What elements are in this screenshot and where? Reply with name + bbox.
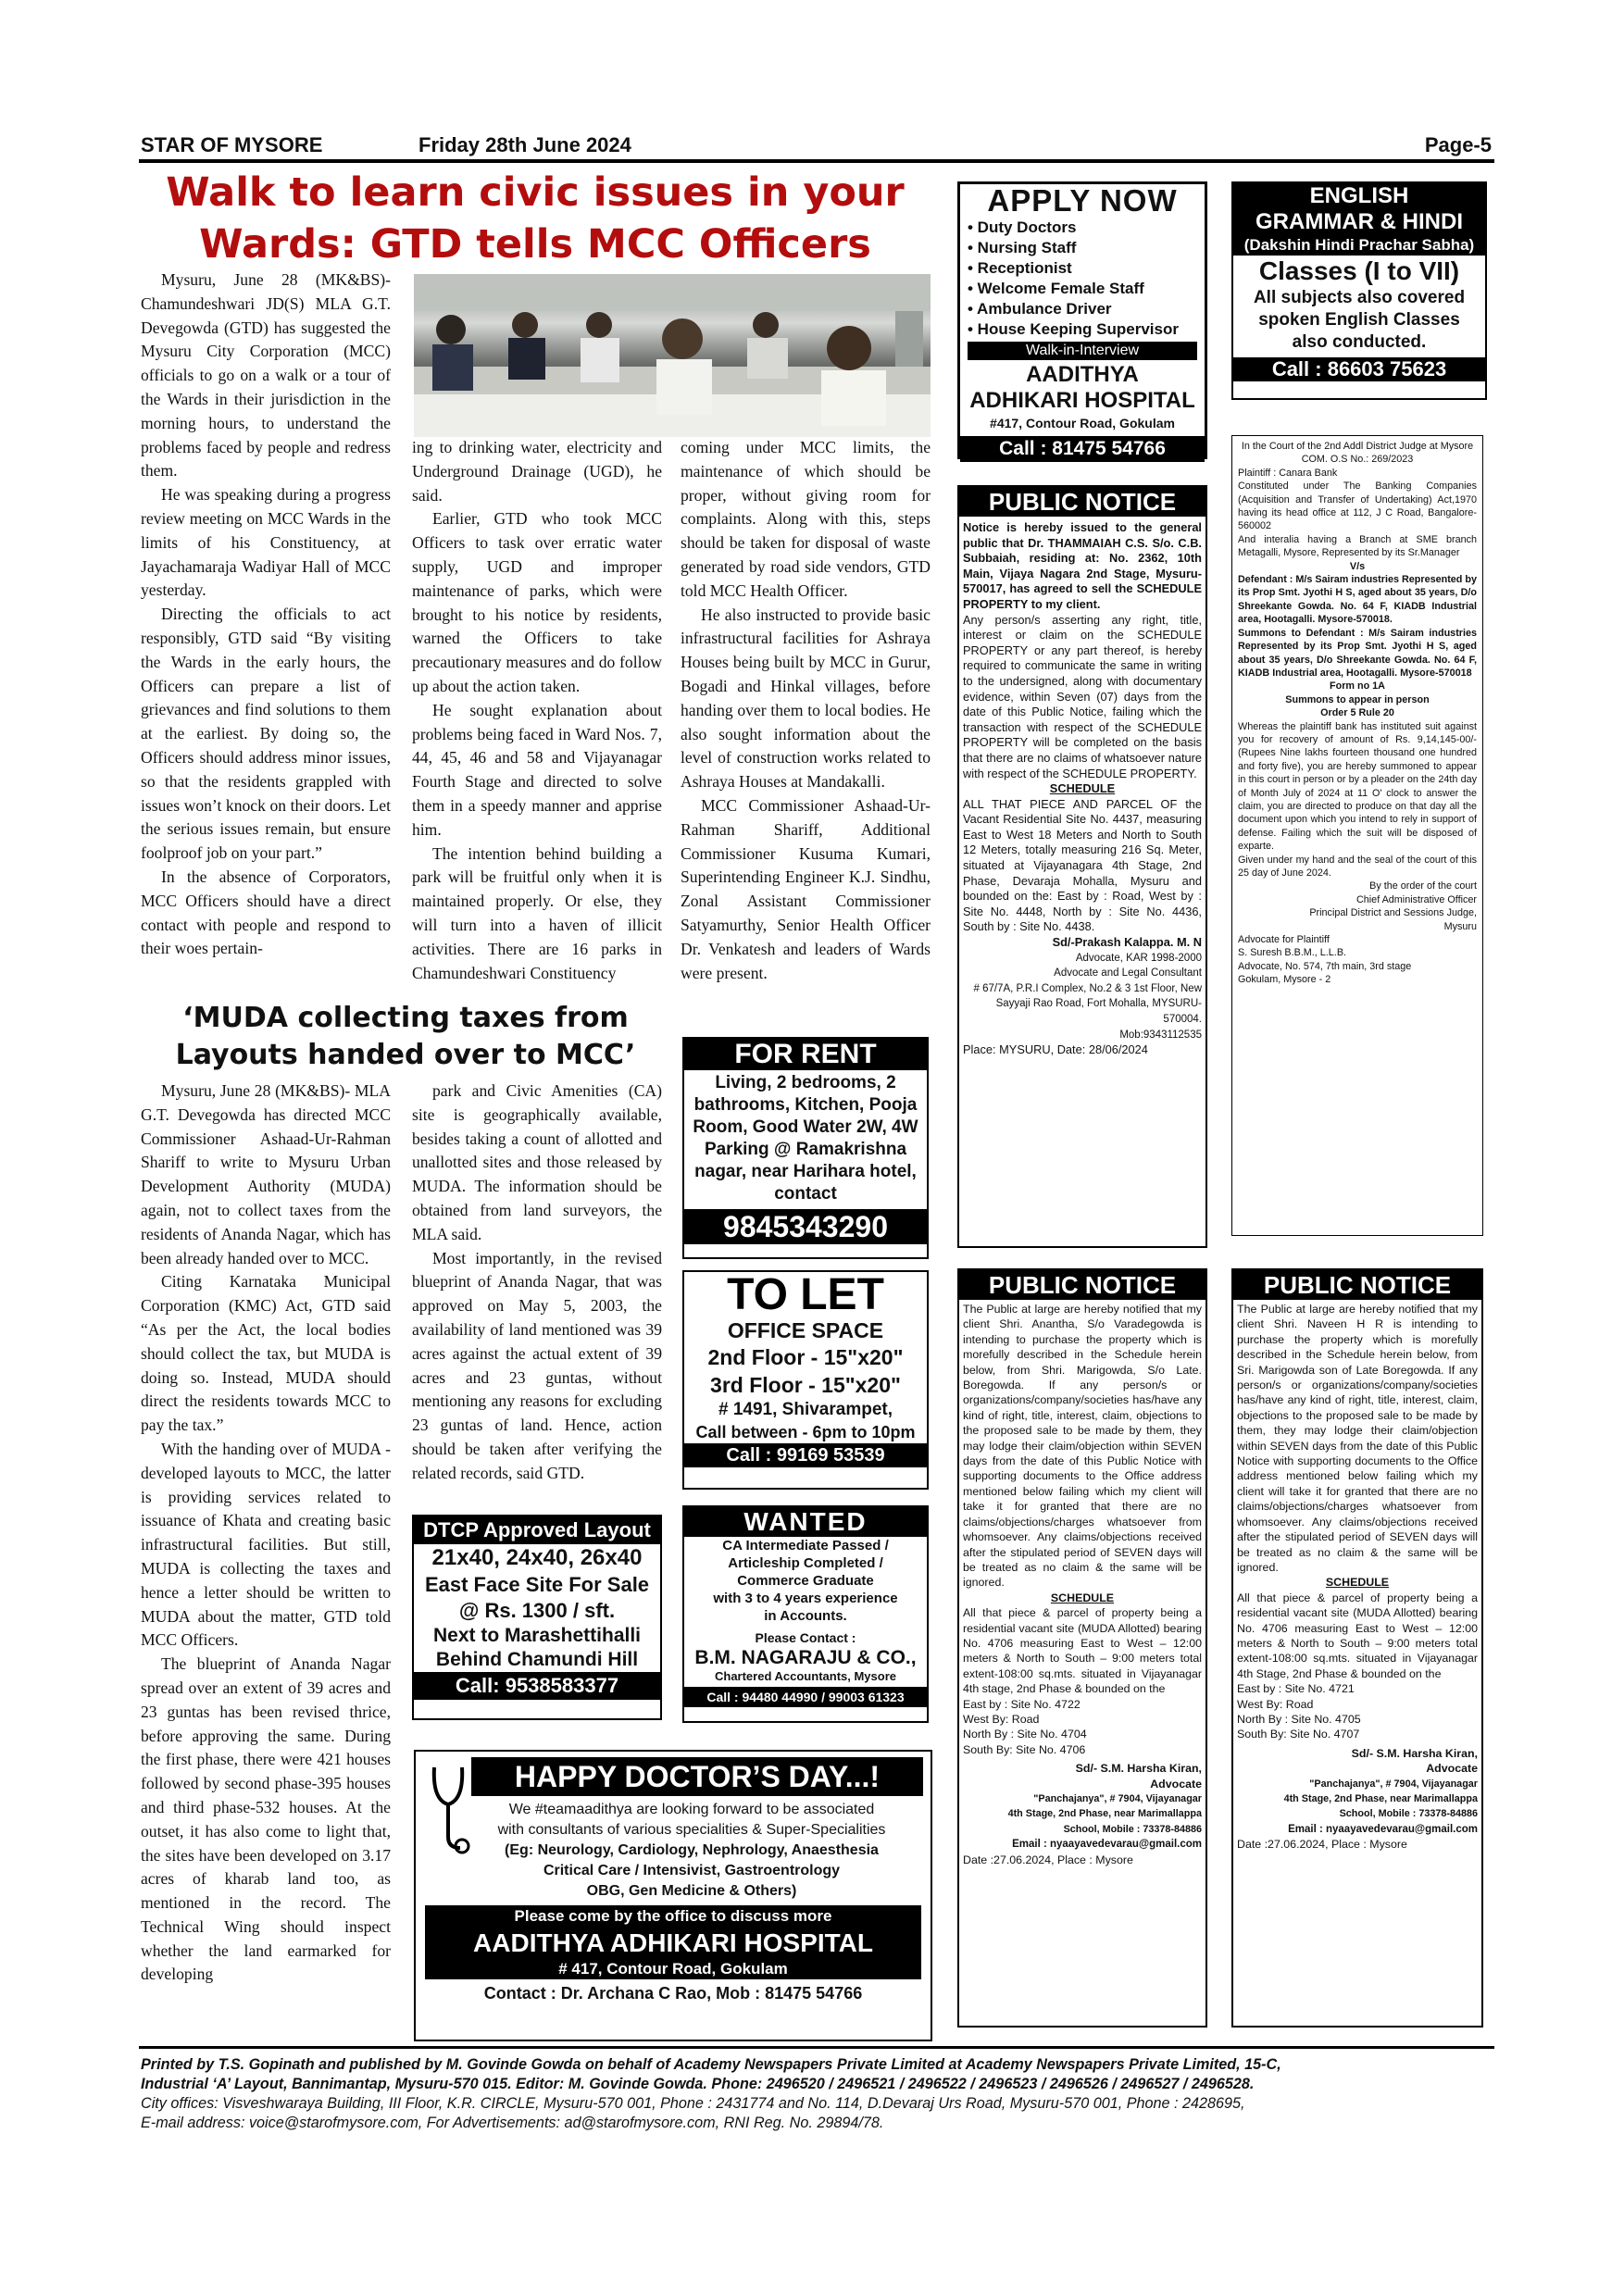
pn2-sign: Sd/- S.M. Harsha Kiran, <box>1075 1762 1202 1776</box>
tolet-l4: # 1491, Shivarampet, <box>718 1400 893 1419</box>
court-line: Whereas the plaintiff bank has instituted suit against you for recovery of amount of Rs. 9,14,145-00/- (Rupees Nine lakhs fourteen thousand one hundred and forty five), you are hereby summoned to appear in this court in person or by a pleader on the 24th day of Month July of 2024 at 11 O' clock to answer the claim, you are directed to produce on that day all the document upon which you intend to rely in support of defense. Failing which the suit will be disposed of exparte. <box>1238 720 1477 853</box>
imprint-line3: City offices: Visveshwaraya Building, III Floor, K.R. CIRCLE, Mysuru-570 001, Phone : 2431774 and No. 114, D.Devaraj Urs Road, Mysuru-570 001, Phone : 2428695, <box>141 2095 1245 2112</box>
story1-headline-line2: Wards: GTD tells MCC Officers <box>199 221 871 268</box>
court-line: Mysuru <box>1443 920 1477 932</box>
wanted-call: Call : 94480 44990 / 99003 61323 <box>684 1687 927 1707</box>
story1-paragraph: He also instructed to provide basic infrastructural facilities for Ashraya Houses being built by MCC in Gurur, Bogadi and Hinkal villages, before handing over them to local bodies. He also sought information about the level of construction works related to Ashraya Houses at Mandakalli. <box>681 605 931 792</box>
public-notice-3 <box>1231 1268 1483 2028</box>
story1-paragraph: coming under MCC limits, the maintenance of which should be proper, without giving room for complaints. Along with this, steps should be taken for disposal of waste generated by road side vendors, GTD told MCC Health Officer. <box>681 438 931 600</box>
story1-paragraph: Mysuru, June 28 (MK&BS)- Chamundeshwari JD(S) MLA G.T. Devegowda (GTD) has suggested the Mysuru City Corporation (MCC) officials to go on a walk or a tour of the Wards in their jurisdiction in the morning hours, to understand the problems faced by people and redress them. <box>141 270 391 480</box>
apply-hospital-line1: AADITHYA <box>1026 362 1139 387</box>
court-line: V/s <box>1349 560 1366 572</box>
apply-item: • House Keeping Supervisor <box>968 320 1179 338</box>
pn3-bound: South By: Site No. 4707 <box>1237 1728 1360 1741</box>
pn3-schedule: SCHEDULE <box>1325 1576 1390 1590</box>
pn2-bound: South By: Site No. 4706 <box>963 1742 1086 1756</box>
story1-paragraph: He was speaking during a progress review meeting on MCC Wards in the limits of his Constituency, at Jayachamaraja Wadiyar Hall of MCC yesterday. <box>141 485 391 600</box>
story1-paragraph: He sought explanation about problems being faced in Ward Nos. 7, 44, 45, 46 and 58 and Vijayanagar Fourth Stage and directed to solve them in a speedy manner and apprise him. <box>412 700 662 839</box>
dtcp-l1: 21x40, 24x40, 26x40 <box>431 1545 643 1570</box>
english-line6: spoken English Classes <box>1258 310 1460 330</box>
pn3-bound: East by : Site No. 4721 <box>1237 1682 1355 1696</box>
wanted-l7: B.M. NAGARAJU & CO., <box>694 1647 917 1668</box>
doctor-l6: Please come by the office to discuss more <box>425 1905 921 1928</box>
court-line: Principal District and Sessions Judge, <box>1309 907 1477 919</box>
story1-column-3 <box>681 436 931 985</box>
english-line1: ENGLISH <box>1233 183 1485 209</box>
pn1-schedule: SCHEDULE <box>1049 781 1116 796</box>
english-line3: (Dakshin Hindi Prachar Sabha) <box>1233 235 1485 256</box>
pn3-place: Date :27.06.2024, Place : Mysore <box>1237 1838 1407 1852</box>
doctor-title: HAPPY DOCTOR’S DAY...! <box>471 1757 923 1796</box>
wanted-title: WANTED <box>684 1507 927 1537</box>
doctor-l4: Critical Care / Intensivist, Gastroentrology <box>543 1863 841 1878</box>
story1-photo <box>414 274 931 437</box>
court-line: Advocate, No. 574, 7th main, 3rd stage <box>1238 960 1412 972</box>
tolet-l1: OFFICE SPACE <box>727 1318 884 1342</box>
wanted-l4: with 3 to 4 years experience <box>713 1591 898 1606</box>
pn3-sign: Advocate <box>1426 1762 1478 1776</box>
pn3-sign: Email : nyaayavedevarau@gmail.com <box>1288 1823 1478 1835</box>
court-line: COM. O.S No.: 269/2023 <box>1301 454 1414 466</box>
court-line: Constituted under The Banking Companies (Acquisition and Transfer of Undertaking) Act,1970 having its head office at 112, J C Road, Bangalore-560002 <box>1238 480 1477 532</box>
wanted-l1: CA Intermediate Passed / <box>722 1538 889 1554</box>
rent-body: Living, 2 bedrooms, 2 bathrooms, Kitchen, Pooja Room, Good Water 2W, 4W Parking @ Ramakrishna nagar, near Harihara hotel, contact <box>693 1073 918 1204</box>
doctor-l3: (Eg: Neurology, Cardiology, Nephrology, Anaesthesia <box>505 1842 879 1858</box>
pn3-title: PUBLIC NOTICE <box>1233 1270 1481 1300</box>
story1-column-2 <box>412 436 662 985</box>
pn1-title: PUBLIC NOTICE <box>959 487 1206 517</box>
dtcp-l2: East Face Site For Sale <box>424 1573 650 1596</box>
story1-paragraph: Earlier, GTD who took MCC Officers to task over erratic water supply, UGD and improper maintenance of parks, which were brought to his notice by residents, warned the Officers to take precautionary measures and do follow up about the action taken. <box>412 509 662 695</box>
doctor-l1: We #teamaadithya are looking forward to be associated <box>508 1802 875 1817</box>
apply-now-title: APPLY NOW <box>987 183 1178 218</box>
story2-headline-line2: Layouts handed over to MCC’ <box>175 1039 636 1071</box>
tolet-title: TO LET <box>727 1270 884 1319</box>
story1-headline <box>137 167 933 270</box>
meeting-photo-illustration <box>414 274 931 437</box>
pn3-bound: North By : Site No. 4705 <box>1237 1712 1361 1726</box>
tolet-l3: 3rd Floor - 15"x20" <box>710 1373 901 1397</box>
court-line: Chief Administrative Officer <box>1355 893 1477 905</box>
rent-phone: 9845343290 <box>684 1209 927 1244</box>
apply-address: #417, Contour Road, Gokulam <box>990 416 1175 430</box>
dtcp-l3: @ Rs. 1300 / sft. <box>458 1599 616 1622</box>
court-line: Defendant : M/s Sairam industries Represented by its Prop Smt. Jyothi H S, aged about 35 years, D/o Shreekante Gowda. No. 64 F, KIADB Industrial area, Hootagalli. Mysore-570018. <box>1238 574 1477 626</box>
apply-item: • Ambulance Driver <box>968 300 1112 318</box>
pn1-sign: # 67/7A, P.R.I Complex, No.2 & 3 1st Floor, New Sayyaji Rao Road, Fort Mohalla, MYSURU-570004. <box>973 982 1202 1025</box>
story2-paragraph: The blueprint of Ananda Nagar spread over an extent of 39 acres and 23 guntas has been revised thrice, before approving the same. During the first phase, there were 421 houses followed by second phase-395 houses and third phase-532 houses. At the outset, it has also come to light that, the sites have been developed on 3.17 acres of kharab land too, as mentioned in the record. The Technical Wing should inspect whether the land earmarked for developing <box>141 1654 391 1984</box>
court-line: Advocate for Plaintiff <box>1238 934 1330 946</box>
pn2-body2: All that piece & parcel of property being a residential vacant site (MUDA Allotted) bearing No. 4706 measuring East to West – 12:00 meters & North to South – 9:00 meters total extent-108:00 sq.mts. situated in Vijayanagar 4th stage, 2nd Phase & bounded on the <box>963 1606 1202 1696</box>
story1-paragraph: MCC Commissioner Ashaad-Ur-Rahman Shariff, Additional Commissioner Kusuma Kumari, Superintending Engineer K.J. Sindhu, Zonal Assistant Commissioner Satyamurthy, Senior Health Officer Dr. Venkatesh and leaders of Wards were present. <box>681 795 931 982</box>
story1-paragraph: Directing the officials to act responsibly, GTD said “By visiting the Wards in the early hours, the Officers can prepare a list of grievances and find solutions to them at the earliest. By doing so, the Officers should address minor issues, so that the residents grappled with issues won’t knock on their doors. Let the serious issues remain, but ensure foolproof job on your part.” <box>141 605 391 863</box>
court-line: In the Court of the 2nd Addl District Judge at Mysore <box>1241 441 1474 452</box>
pn2-sign: Email : nyaayavedevarau@gmail.com <box>1012 1839 1202 1851</box>
story2-paragraph: Most importantly, in the revised blueprint of Ananda Nagar, that was approved on May 5, 2003, the availability of land mentioned was 39 acres against the actual extent of 39 acres and 23 guntas, without mentioning any reasons for excluding 23 guntas of land. Hence, action should be taken after verifying the related records, said GTD. <box>412 1248 662 1482</box>
apply-item: • Duty Doctors <box>968 218 1077 236</box>
apply-hospital-line2: ADHIKARI HOSPITAL <box>969 388 1195 413</box>
court-line: Summons to appear in person <box>1285 693 1430 705</box>
court-line: Gokulam, Mysore - 2 <box>1238 974 1331 986</box>
pn3-bound: West By: Road <box>1237 1697 1314 1711</box>
public-notice-1 <box>957 485 1207 1248</box>
header-rule <box>139 159 1494 163</box>
english-line5: All subjects also covered <box>1253 288 1466 307</box>
pn1-body: Notice is hereby issued to the general public that Dr. THAMMAIAH C.S. S/o. C.B. Subbaiah, residing at: No. 2362, 10th Main, Vijaya Nagara 2nd Stage, Mysuru-570017, has agreed to sell the SCHEDULE PROPERTY to my client. <box>963 520 1202 611</box>
pn1-sign: Sd/-Prakash Kalappa. M. N <box>1052 935 1202 950</box>
pn3-sign: School, Mobile : 73378-84886 <box>1339 1808 1478 1820</box>
footer-rule <box>139 2046 1494 2049</box>
pn1-sign: Advocate, KAR 1998-2000 <box>1075 952 1202 964</box>
pn2-body: The Public at large are hereby notified that my client Shri. Anantha, S/o Varadegowda is intending to purchase the property which is morefully described in the Schedule herein below, from Shri. Marigowda, S/o Late. Boregowda. If any person/s or organizations/company/societies has/have any kind of right, title, interest, claim, objections to the proposed sale to be made by them, they may lodge their claim/objection within SEVEN days from the date of this Public Notice with supporting documents to the Office address mentioned below failing which my client will take it for granted that there are no claims/objections/charges whatsoever from whomsoever. Any claims/objections received after the stipulated period of SEVEN days will be treated as no claim & the same will be ignored. <box>963 1303 1202 1590</box>
walk-in-label: Walk-in-Interview <box>968 342 1197 360</box>
english-call: Call : 86603 75623 <box>1233 357 1485 381</box>
court-line: Given under my hand and the seal of the court of this 25 day of June 2024. <box>1238 854 1477 879</box>
masthead-paper: STAR OF MYSORE <box>141 133 323 156</box>
apply-item: • Nursing Staff <box>968 239 1077 256</box>
story2-paragraph: Mysuru, June 28 (MK&BS)- MLA G.T. Devegowda has directed MCC Commissioner Ashaad-Ur-Rahman Shariff to write to Mysuru Urban Development Authority (MUDA) again, not to collect taxes from the residents of Ananda Nagar, which has been already handed over to MCC. <box>141 1081 391 1267</box>
pn1-body3: ALL THAT PIECE AND PARCEL OF the Vacant Residential Site No. 4437, measuring East to West 18 Meters and North to South 12 Meters, totally measuring 216 Sq. Meter, situated at Vijayanagara 4th Stage, 2nd Phase, Devaraja Mohalla, Mysuru and bounded on the: East by : Road, West by : Site No. 4448, North by : Site No. 4436, South by : Site No. 4438. <box>963 796 1202 934</box>
court-line: Form no 1A <box>1330 680 1385 693</box>
pn3-sign: "Panchajanya", # 7904, Vijayanagar <box>1309 1778 1478 1790</box>
story2-headline <box>137 1000 674 1074</box>
pn3-body2: All that piece & parcel of property being a residential vacant site (MUDA Allotted) bearing No. 4706 measuring East to West – 12:00 meters & North to South – 9:00 meters total extent-108:00 sq.mts. situated in Vijayanagar 4th Stage, 2nd Phase & bounded on the <box>1237 1591 1478 1680</box>
apply-now-ad <box>957 181 1207 459</box>
tolet-l5: Call between - 6pm to 10pm <box>695 1423 916 1441</box>
pn2-schedule: SCHEDULE <box>1050 1591 1115 1604</box>
pn2-sign: 4th Stage, 2nd Phase, near Marimallappa <box>1007 1808 1202 1820</box>
story2-headline-line1: ‘MUDA collecting taxes from <box>182 1002 629 1034</box>
story2-paragraph: park and Civic Amenities (CA) site is geographically available, besides taking a count of allotted and unallotted sites and those released by MUDA. The information should be obtained from land surveyors, the MLA said. <box>412 1081 662 1243</box>
apply-item: • Welcome Female Staff <box>968 280 1144 297</box>
pn1-place: Place: MYSURU, Date: 28/06/2024 <box>963 1042 1148 1057</box>
doctor-l8: # 417, Contour Road, Gokulam <box>425 1959 921 1979</box>
wanted-l2: Articleship Completed / <box>728 1555 883 1571</box>
tolet-call: Call : 99169 53539 <box>684 1443 927 1467</box>
english-classes-ad <box>1231 181 1487 400</box>
pn2-sign: "Panchajanya", # 7904, Vijayanagar <box>1033 1793 1202 1804</box>
doctor-l7: AADITHYA ADHIKARI HOSPITAL <box>425 1928 921 1959</box>
wanted-l8: Chartered Accountants, Mysore <box>714 1669 896 1683</box>
pn1-sign: Advocate and Legal Consultant <box>1054 967 1202 980</box>
english-line7: also conducted. <box>1292 332 1427 352</box>
story2-column-1 <box>141 1079 391 1987</box>
pn2-bound: West By: Road <box>963 1712 1040 1726</box>
court-line: Summons to Defendant : M/s Sairam industries Represented by its Prop Smt. Jyothi H S, aged about 35 years, D/o Shreekante Gowda. No. 64 F, KIADB Industrial area, Hootagalli. Mysore-570018 <box>1238 627 1477 679</box>
court-line: And interalia having a Branch at SME branch Metagalli, Mysore, Represented by its Sr.Manager <box>1238 533 1477 559</box>
story1-paragraph: The intention behind building a park will be fruitful only when it is maintained properly. Or else, they will turn into a haven of illicit activities. There are 16 parks in Chamundeshwari Constituency <box>412 843 662 982</box>
apply-call: Call : 81475 54766 <box>960 436 1205 462</box>
pn1-body2: Any person/s asserting any right, title, interest or claim on the SCHEDULE PROPERTY or any part thereof, is hereby required to communicate the same in writing to the undersigned, along with documentary evidence, within Seven (07) days from the date of this Public Notice, failing which the transaction with respect of the SCHEDULE PROPERTY will be completed on the basis that there are no claims of whatsoever nature with respect of the SCHEDULE PROPERTY. <box>963 612 1202 780</box>
doctors-day-ad <box>414 1750 932 2041</box>
english-line2: GRAMMAR & HINDI <box>1233 209 1485 235</box>
imprint-line4: E-mail address: voice@starofmysore.com, For Advertisements: ad@starofmysore.com, RNI Reg. No. 29894/78. <box>141 2115 884 2131</box>
doctor-l9: Contact : Dr. Archana C Rao, Mob : 81475 54766 <box>483 1984 863 2003</box>
pn3-body: The Public at large are hereby notified that my client Shri. Naveen H R is intending to purchase the property which is morefully described in the Schedule herein below, from Sri. Marigowda son of Late Boregowda. If any person/s or organizations/company/societies has/have any kind of right, title, interest, claim, objections to the proposed sale to be made by them, they may lodge their claim/objection within SEVEN days from the date of this Public Notice with supporting documents to the Office address mentioned below failing which my client will take it for granted that there are no claims/objections/charges whatsoever from whomsoever. Any claims/objections received after the stipulated period of SEVEN days will be treated as no claim & the same will be ignored. <box>1237 1303 1478 1574</box>
masthead-date: Friday 28th June 2024 <box>418 133 631 156</box>
public-notice-2 <box>957 1268 1207 2028</box>
court-line: Plaintiff : Canara Bank <box>1238 467 1338 479</box>
imprint-line2: Industrial ‘A’ Layout, Bannimantap, Mysuru-570 015. Editor: M. Govinde Gowda. Phone: 2496520 / 2496521 / 2496522 / 2496523 / 2496526 / 2496527 / 2496528. <box>141 2076 1255 2092</box>
masthead-page: Page-5 <box>1424 133 1492 156</box>
story1-column-1 <box>141 268 391 961</box>
pn2-bound: East by : Site No. 4722 <box>963 1697 1081 1711</box>
wanted-l3: Commerce Graduate <box>737 1573 874 1589</box>
to-let-ad <box>682 1270 929 1490</box>
court-summons-notice <box>1231 435 1483 1236</box>
pn2-bound: North By : Site No. 4704 <box>963 1728 1087 1741</box>
story1-headline-line1: Walk to learn civic issues in your <box>166 169 905 216</box>
dtcp-call: Call: 9538583377 <box>414 1672 660 1700</box>
for-rent-ad <box>682 1037 929 1259</box>
apply-item: • Receptionist <box>968 259 1072 277</box>
story1-paragraph: ing to drinking water, electricity and Underground Drainage (UGD), he said. <box>412 438 662 505</box>
tolet-l2: 2nd Floor - 15"x20" <box>707 1345 904 1369</box>
pn2-sign: Advocate <box>1150 1777 1202 1791</box>
imprint <box>141 2055 1493 2133</box>
rent-title: FOR RENT <box>684 1039 927 1070</box>
dtcp-title: DTCP Approved Layout <box>414 1516 660 1544</box>
story1-paragraph: In the absence of Corporators, MCC Officers should have a direct contact with people and respond to their woes pertain- <box>141 867 391 958</box>
pn3-sign: Sd/- S.M. Harsha Kiran, <box>1351 1746 1478 1760</box>
wanted-l5: in Accounts. <box>764 1608 847 1624</box>
doctor-l2: with consultants of various specialities & Super-Specialities <box>497 1822 886 1838</box>
story2-column-2 <box>412 1079 662 1486</box>
pn2-place: Date :27.06.2024, Place : Mysore <box>963 1853 1133 1866</box>
court-line: S. Suresh B.B.M., L.L.B. <box>1238 947 1347 959</box>
dtcp-l4: Next to Marashettihalli <box>432 1625 642 1646</box>
pn2-sign: School, Mobile : 73378-84886 <box>1063 1823 1202 1835</box>
pn3-sign: 4th Stage, 2nd Phase, near Marimallappa <box>1283 1793 1478 1804</box>
imprint-line1: Printed by T.S. Gopinath and published by M. Govinde Gowda on behalf of Academy Newspapers Private Limited at Academy Newspapers Private Limited, 15-C, <box>141 2056 1281 2073</box>
wanted-ad <box>682 1505 929 1723</box>
stethoscope-icon <box>425 1763 471 1855</box>
court-line: By the order of the court <box>1369 880 1477 892</box>
wanted-l6: Please Contact : <box>755 1630 856 1645</box>
pn2-title: PUBLIC NOTICE <box>959 1270 1206 1300</box>
doctor-l5: OBG, Gen Medicine & Others) <box>586 1883 797 1899</box>
story2-paragraph: With the handing over of MUDA - developed layouts to MCC, the latter is providing services related to issuance of Khata and creating basic infrastructural facilities. But still, MUDA is collecting the taxes and hence a letter should be written to MUDA about the matter, GTD told MCC Officers. <box>141 1439 391 1650</box>
story2-paragraph: Citing Karnataka Municipal Corporation (KMC) Act, GTD said “As per the Act, the local bodies should collect the tax, but MUDA is doing so. Instead, MUDA should direct the residents towards MCC to pay the tax.” <box>141 1272 391 1435</box>
dtcp-l5: Behind Chamundi Hill <box>435 1649 639 1670</box>
pn1-sign: Mob:9343112535 <box>1119 1029 1202 1041</box>
court-line: Order 5 Rule 20 <box>1320 707 1394 719</box>
dtcp-layout-ad <box>412 1515 662 1720</box>
english-line4: Classes (I to VII) <box>1258 256 1460 285</box>
